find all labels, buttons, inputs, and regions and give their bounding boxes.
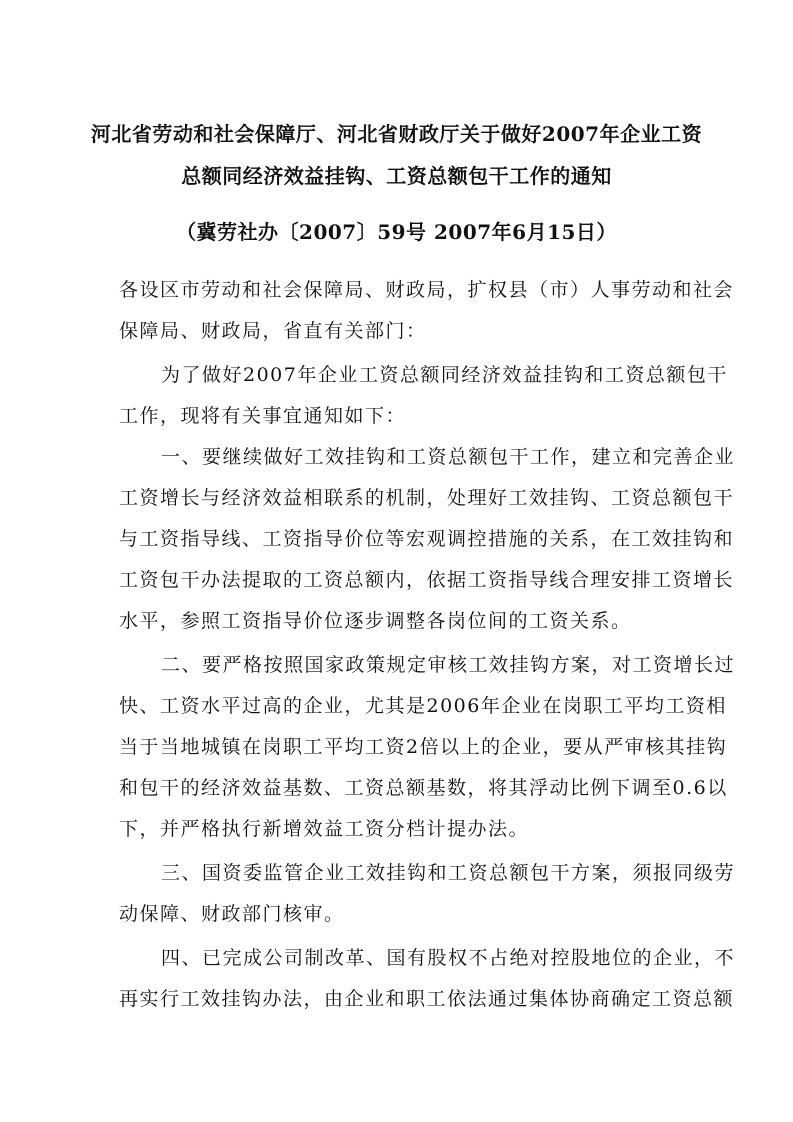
body-line: 四、已完成公司制改革、国有股权不占绝对控股地位的企业，不 xyxy=(161,947,736,969)
body-line: 各设区市劳动和社会保障局、财政局，扩权县（市）人事劳动和社会 xyxy=(119,279,735,301)
body-line: 三、国资委监管企业工效挂钩和工资总额包干方案，须报同级劳 xyxy=(161,862,736,884)
document-title-line-2: 总额同经济效益挂钩、工资总额包干工作的通知 xyxy=(181,164,612,188)
document-number: （冀劳社办〔2007〕59号 2007年6月15日） xyxy=(176,220,617,244)
body-line: 工作，现将有关事宜通知如下： xyxy=(119,405,407,427)
body-line: 与工资指导线、工资指导价位等宏观调控措施的关系，在工效挂钩和 xyxy=(119,528,735,550)
body-line: 当于当地城镇在岗职工平均工资2倍以上的企业，要从严审核其挂钩 xyxy=(119,736,728,758)
body-line: 工资包干办法提取的工资总额内，依据工资指导线合理安排工资增长 xyxy=(119,569,735,591)
body-line: 动保障、财政部门核审。 xyxy=(119,903,345,925)
body-line: 二、要严格按照国家政策规定审核工效挂钩方案，对工资增长过 xyxy=(161,654,736,676)
body-line: 再实行工效挂钩办法，由企业和职工依法通过集体协商确定工资总额 xyxy=(119,988,735,1010)
body-line: 和包干的经济效益基数、工资总额基数，将其浮动比例下调至0.6以 xyxy=(119,777,728,799)
body-line: 下，并严格执行新增效益工资分档计提办法。 xyxy=(119,818,530,840)
document-title-line-1: 河北省劳动和社会保障厅、河北省财政厅关于做好2007年企业工资 xyxy=(90,122,703,146)
body-line: 水平，参照工资指导价位逐步调整各岗位间的工资关系。 xyxy=(119,610,632,632)
body-line: 工资增长与经济效益相联系的机制，处理好工效挂钩、工资总额包干 xyxy=(119,487,735,509)
body-line: 一、要继续做好工效挂钩和工资总额包干工作，建立和完善企业 xyxy=(161,446,736,468)
body-line: 快、工资水平过高的企业，尤其是2006年企业在岗职工平均工资相 xyxy=(119,695,727,717)
body-line: 为了做好2007年企业工资总额同经济效益挂钩和工资总额包干 xyxy=(161,364,728,386)
body-line: 保障局、财政局，省直有关部门： xyxy=(119,320,427,342)
